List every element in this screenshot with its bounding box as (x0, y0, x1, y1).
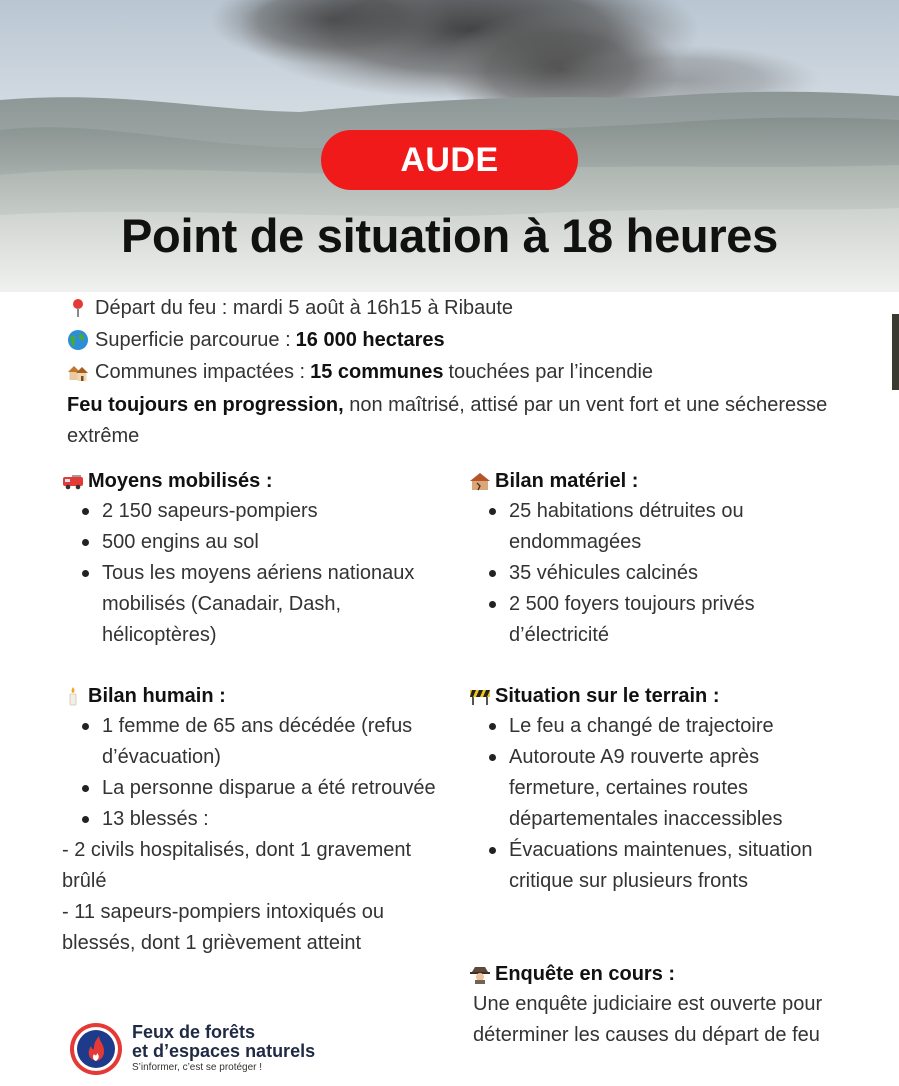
area-value: 16 000 hectares (295, 329, 445, 351)
materiel-section (469, 466, 844, 651)
fire-truck-icon (62, 471, 84, 491)
logo-line1: Feux de forêts (132, 1022, 256, 1042)
materiel-title-text: Bilan matériel : (495, 469, 639, 492)
terrain-title-text: Situation sur le terrain : (495, 684, 720, 707)
moyens-section (62, 466, 452, 651)
list-item: 35 véhicules calcinés (489, 558, 844, 589)
logo-line2: et d’espaces naturels (132, 1041, 316, 1061)
area-label: Superficie parcourue : (95, 329, 291, 351)
progression-paragraph (67, 390, 867, 452)
list-item: Autoroute A9 rouverte après fermeture, certaines routes départementales inaccessibles (489, 742, 844, 835)
flame-seal-icon (68, 1021, 124, 1077)
humain-list (82, 711, 452, 835)
logo-tagline: S’informer, c’est se protéger ! (132, 1062, 263, 1073)
moyens-title-text: Moyens mobilisés : (88, 469, 273, 492)
enquete-title-text: Enquête en cours : (495, 962, 676, 985)
communes-suffix: touchées par l’incendie (448, 361, 654, 383)
enquete-text: Une enquête judiciaire est ouverte pour déterminer les causes du départ de feu (473, 993, 823, 1046)
terrain-title (469, 681, 844, 711)
communes-line (67, 356, 867, 388)
communes-value: 15 communes (310, 361, 444, 383)
materiel-list (489, 496, 844, 651)
list-item: 500 engins au sol (82, 527, 452, 558)
damaged-house-icon (469, 471, 491, 491)
moyens-list (82, 496, 452, 651)
terrain-section (469, 681, 844, 897)
humain-title (62, 681, 452, 711)
candle-icon (62, 686, 84, 706)
progression-bold: Feu toujours en progression, (67, 394, 344, 416)
list-item: 2 150 sapeurs-pompiers (82, 496, 452, 527)
enquete-title (469, 959, 839, 989)
edge-decoration (892, 314, 899, 390)
list-item: 2 500 foyers toujours privés d’électricité (489, 589, 844, 651)
roadblock-icon (469, 686, 491, 706)
injury-detail: - 2 civils hospitalisés, dont 1 gravement brûlé (62, 839, 412, 892)
brand-logo (68, 1019, 368, 1079)
list-item: Évacuations maintenues, situation critique sur plusieurs fronts (489, 835, 844, 897)
humain-section (62, 681, 452, 959)
departure-line (67, 292, 867, 324)
detective-icon (469, 964, 491, 984)
list-item: 1 femme de 65 ans décédée (refus d’évacuation) (82, 711, 452, 773)
summary-section (67, 292, 867, 452)
moyens-title (62, 466, 452, 496)
materiel-title (469, 466, 844, 496)
area-line (67, 324, 867, 356)
list-item: Tous les moyens aériens nationaux mobilisés (Canadair, Dash, hélicoptères) (82, 558, 452, 651)
list-item: 13 blessés : (82, 804, 452, 835)
terrain-list (489, 711, 844, 897)
globe-icon (67, 329, 89, 351)
injury-detail: - 11 sapeurs-pompiers intoxiqués ou blessés, dont 1 grièvement atteint (62, 901, 385, 954)
communes-label: Communes impactées : (95, 361, 306, 383)
page-title: Point de situation à 18 heures (121, 209, 778, 262)
enquete-section (469, 959, 839, 1051)
progression-rest: non maîtrisé, attisé par un vent fort et une sécheresse extrême (67, 394, 828, 447)
pin-icon (67, 297, 89, 319)
humain-title-text: Bilan humain : (88, 684, 226, 707)
hero-banner (0, 0, 899, 292)
list-item: Le feu a changé de trajectoire (489, 711, 844, 742)
departure-text: Départ du feu : mardi 5 août à 16h15 à Ribaute (95, 297, 514, 319)
list-item: 25 habitations détruites ou endommagées (489, 496, 844, 558)
houses-icon (67, 361, 89, 383)
list-item: La personne disparue a été retrouvée (82, 773, 452, 804)
region-badge: AUDE (321, 130, 578, 190)
